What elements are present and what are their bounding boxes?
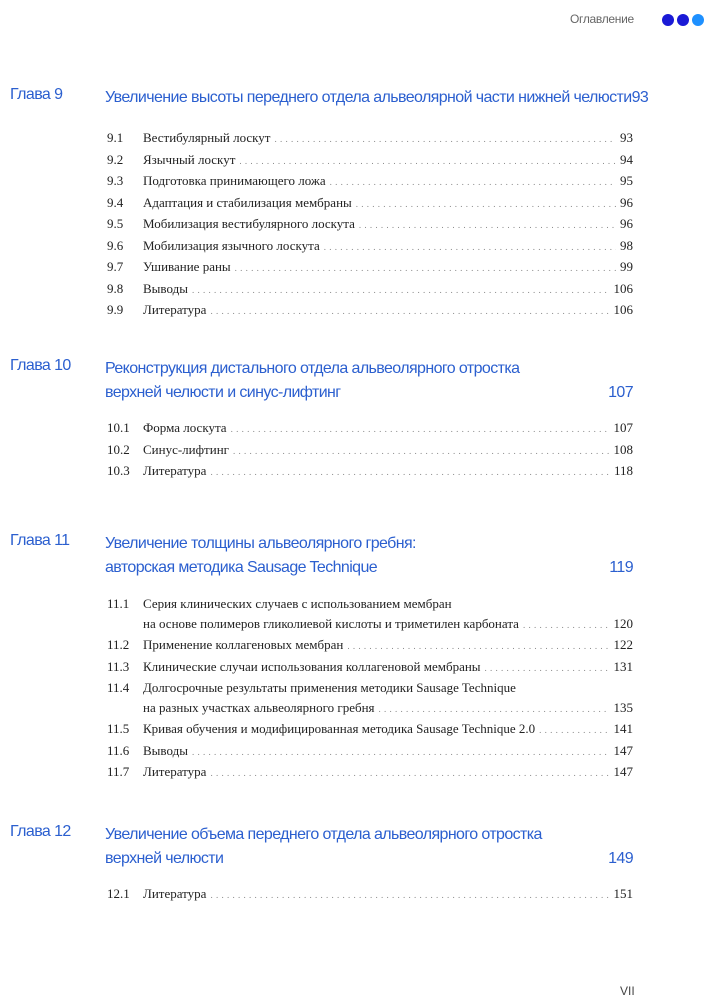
section-body: [143, 279, 633, 301]
section-page: 120: [613, 615, 633, 631]
dot-leader: [192, 279, 610, 301]
section-line: [143, 300, 633, 322]
section-body: [143, 719, 633, 741]
section-title: Ушивание раны: [143, 259, 231, 274]
section-number: 10.3: [107, 463, 130, 478]
chapter-title-line: [105, 381, 633, 405]
dot-leader: [192, 741, 610, 763]
section-title: Выводы: [143, 742, 188, 758]
dot-leader: [235, 257, 616, 279]
dot-leader: [539, 719, 609, 741]
chapter-title[interactable]: [105, 86, 649, 110]
section-page: 93: [620, 130, 633, 145]
chapter-title-line: [105, 847, 633, 871]
section-number: 11.1: [107, 596, 130, 611]
chapter-title-text: Увеличение объема переднего отдела альвеолярного отростка: [105, 826, 542, 843]
section-body: [143, 741, 633, 763]
chapter-title-line: [105, 556, 633, 580]
chapter-label: Глава 11: [10, 532, 70, 549]
section-title: Кривая обучения и модифицированная методика Sausage Technique 2.0: [143, 721, 536, 736]
section-title: Мобилизация язычного лоскута: [143, 237, 320, 253]
header-dots-decoration: [662, 14, 704, 26]
section-line: [143, 418, 633, 440]
section-body: [143, 128, 633, 150]
section-body: [143, 193, 633, 215]
running-header: Оглавление: [570, 12, 634, 26]
toc-entry[interactable]: [107, 171, 633, 193]
section-number: 9.1: [107, 130, 124, 145]
chapter-title-text: авторская методика Sausage Technique: [105, 559, 378, 576]
section-body: [143, 150, 633, 172]
section-body: [143, 635, 633, 657]
section-number: 12.1: [107, 886, 130, 901]
dot-icon: [677, 14, 689, 26]
section-number: 9.8: [107, 280, 124, 296]
section-number: 11.4: [107, 680, 130, 695]
section-line: [143, 214, 633, 236]
toc-entry[interactable]: [107, 279, 633, 301]
chapter-title-text: Увеличение толщины альвеолярного гребня:: [105, 535, 416, 552]
section-title: Мобилизация вестибулярного лоскута: [143, 216, 355, 231]
dot-leader: [523, 614, 610, 636]
section-line: [143, 719, 633, 741]
dot-leader: [231, 418, 610, 440]
toc-entry[interactable]: [107, 193, 633, 215]
toc-entry[interactable]: [107, 418, 633, 440]
section-line: [143, 150, 633, 172]
section-title: Литература: [143, 302, 207, 317]
section-number: 9.6: [107, 237, 124, 253]
section-page: 96: [620, 194, 633, 210]
section-line: [143, 678, 633, 698]
section-page: 131: [613, 658, 633, 674]
section-page: 135: [613, 699, 633, 715]
section-title: Долгосрочные результаты применения методики Sausage Technique: [143, 680, 516, 695]
section-page: 147: [613, 742, 633, 758]
toc-entry[interactable]: [107, 741, 633, 763]
section-list: [107, 418, 633, 483]
section-title: Форма лоскута: [143, 420, 227, 435]
chapter-page: 149: [608, 850, 633, 867]
section-line: [143, 657, 633, 679]
section-number: 10.1: [107, 420, 130, 435]
section-body: [143, 257, 633, 279]
dot-leader: [356, 193, 616, 215]
chapter-page: 93: [631, 89, 649, 106]
section-title: Язычный лоскут: [143, 151, 236, 167]
section-body: [143, 300, 633, 322]
section-title: на разных участках альвеолярного гребня: [143, 699, 375, 715]
section-page: 98: [620, 237, 633, 253]
chapter-title-text: верхней челюсти: [105, 850, 224, 867]
section-page: 96: [620, 216, 633, 231]
section-line: [143, 594, 633, 614]
section-line: [143, 884, 633, 906]
chapter-title-text: Реконструкция дистального отдела альвеолярного отростка: [105, 360, 520, 377]
section-number: 9.3: [107, 173, 124, 188]
section-title: Применение коллагеновых мембран: [143, 637, 344, 652]
section-title: Литература: [143, 764, 207, 779]
toc-entry[interactable]: [107, 657, 633, 679]
dot-leader: [359, 214, 616, 236]
section-page: 141: [613, 721, 633, 736]
section-number: 11.2: [107, 637, 130, 652]
section-body: [143, 418, 633, 440]
section-title: Адаптация и стабилизация мембраны: [143, 194, 352, 210]
chapter-title[interactable]: [105, 357, 633, 405]
chapter-title-text: верхней челюсти и синус-лифтинг: [105, 384, 341, 401]
section-page: 99: [620, 259, 633, 274]
section-line: [143, 762, 633, 784]
dot-leader: [210, 884, 609, 906]
dot-leader: [210, 762, 609, 784]
section-body: [143, 594, 633, 635]
section-list: [107, 594, 633, 784]
dot-leader: [485, 657, 610, 679]
section-number: 11.6: [107, 742, 130, 758]
section-number: 10.2: [107, 441, 130, 457]
section-number: 11.3: [107, 658, 130, 674]
section-line: [143, 257, 633, 279]
section-line: [143, 279, 633, 301]
toc-entry[interactable]: [107, 440, 633, 462]
section-title: Литература: [143, 463, 207, 478]
toc-entry[interactable]: [107, 678, 633, 719]
section-number: 11.7: [107, 764, 130, 779]
section-title: Литература: [143, 886, 207, 901]
page-number: VII: [620, 984, 635, 998]
dot-leader: [379, 698, 610, 720]
section-line: [143, 440, 633, 462]
dot-leader: [233, 440, 610, 462]
chapter-label: Глава 10: [10, 357, 71, 374]
section-line: [143, 461, 633, 483]
section-body: [143, 657, 633, 679]
section-page: 118: [613, 463, 633, 478]
section-line: [143, 171, 633, 193]
toc-entry[interactable]: [107, 461, 633, 483]
section-page: 107: [613, 420, 633, 435]
dot-leader: [239, 150, 616, 172]
chapter-label: Глава 12: [10, 823, 71, 840]
toc-entry[interactable]: [107, 257, 633, 279]
toc-entry[interactable]: [107, 719, 633, 741]
section-title: Синус-лифтинг: [143, 441, 229, 457]
chapter-label: Глава 9: [10, 86, 63, 103]
section-page: 106: [613, 280, 633, 296]
section-page: 147: [613, 764, 633, 779]
toc-entry[interactable]: [107, 762, 633, 784]
section-title: Серия клинических случаев с использованием мембран: [143, 596, 452, 611]
dot-leader: [210, 300, 609, 322]
section-number: 9.9: [107, 302, 124, 317]
dot-leader: [324, 236, 616, 258]
section-number: 9.2: [107, 151, 124, 167]
section-line: [143, 236, 633, 258]
dot-icon: [662, 14, 674, 26]
section-body: [143, 762, 633, 784]
section-body: [143, 214, 633, 236]
section-number: 9.4: [107, 194, 124, 210]
dot-icon: [692, 14, 704, 26]
section-number: 9.7: [107, 259, 124, 274]
section-body: [143, 884, 633, 906]
toc-entry[interactable]: [107, 236, 633, 258]
chapter-title[interactable]: [105, 532, 633, 580]
section-line: [143, 698, 633, 720]
chapter-page: 107: [608, 384, 633, 401]
section-list: [107, 128, 633, 322]
section-page: 94: [620, 151, 633, 167]
section-title: на основе полимеров гликолиевой кислоты и триметилен карбоната: [143, 615, 519, 631]
chapter-title-line: [105, 86, 649, 110]
section-line: [143, 741, 633, 763]
toc-entry[interactable]: [107, 128, 633, 150]
chapter-title-text: Увеличение высоты переднего отдела альвеолярной части нижней челюсти: [105, 89, 632, 106]
toc-entry[interactable]: [107, 150, 633, 172]
section-title: Клинические случаи использования коллагеновой мембраны: [143, 658, 481, 674]
chapter-page: 119: [609, 559, 633, 576]
section-page: 108: [613, 441, 633, 457]
section-body: [143, 440, 633, 462]
section-page: 151: [613, 886, 633, 901]
section-line: [143, 128, 633, 150]
section-body: [143, 171, 633, 193]
toc-entry[interactable]: [107, 594, 633, 635]
section-body: [143, 236, 633, 258]
section-line: [143, 193, 633, 215]
toc-entry[interactable]: [107, 214, 633, 236]
toc-entry[interactable]: [107, 635, 633, 657]
section-page: 122: [613, 637, 633, 652]
section-body: [143, 678, 633, 719]
chapter-title-line: [105, 823, 633, 847]
toc-entry[interactable]: [107, 300, 633, 322]
dot-leader: [274, 128, 616, 150]
section-page: 95: [620, 173, 633, 188]
section-line: [143, 635, 633, 657]
section-list: [107, 884, 633, 906]
section-page: 106: [613, 302, 633, 317]
section-body: [143, 461, 633, 483]
toc-entry[interactable]: [107, 884, 633, 906]
section-title: Выводы: [143, 280, 188, 296]
section-line: [143, 614, 633, 636]
dot-leader: [347, 635, 609, 657]
chapter-title-line: [105, 532, 633, 556]
chapter-title[interactable]: [105, 823, 633, 871]
dot-leader: [210, 461, 610, 483]
section-number: 11.5: [107, 721, 130, 736]
chapter-title-line: [105, 357, 633, 381]
section-number: 9.5: [107, 216, 124, 231]
section-title: Подготовка принимающего ложа: [143, 173, 326, 188]
dot-leader: [330, 171, 616, 193]
section-title: Вестибулярный лоскут: [143, 130, 271, 145]
